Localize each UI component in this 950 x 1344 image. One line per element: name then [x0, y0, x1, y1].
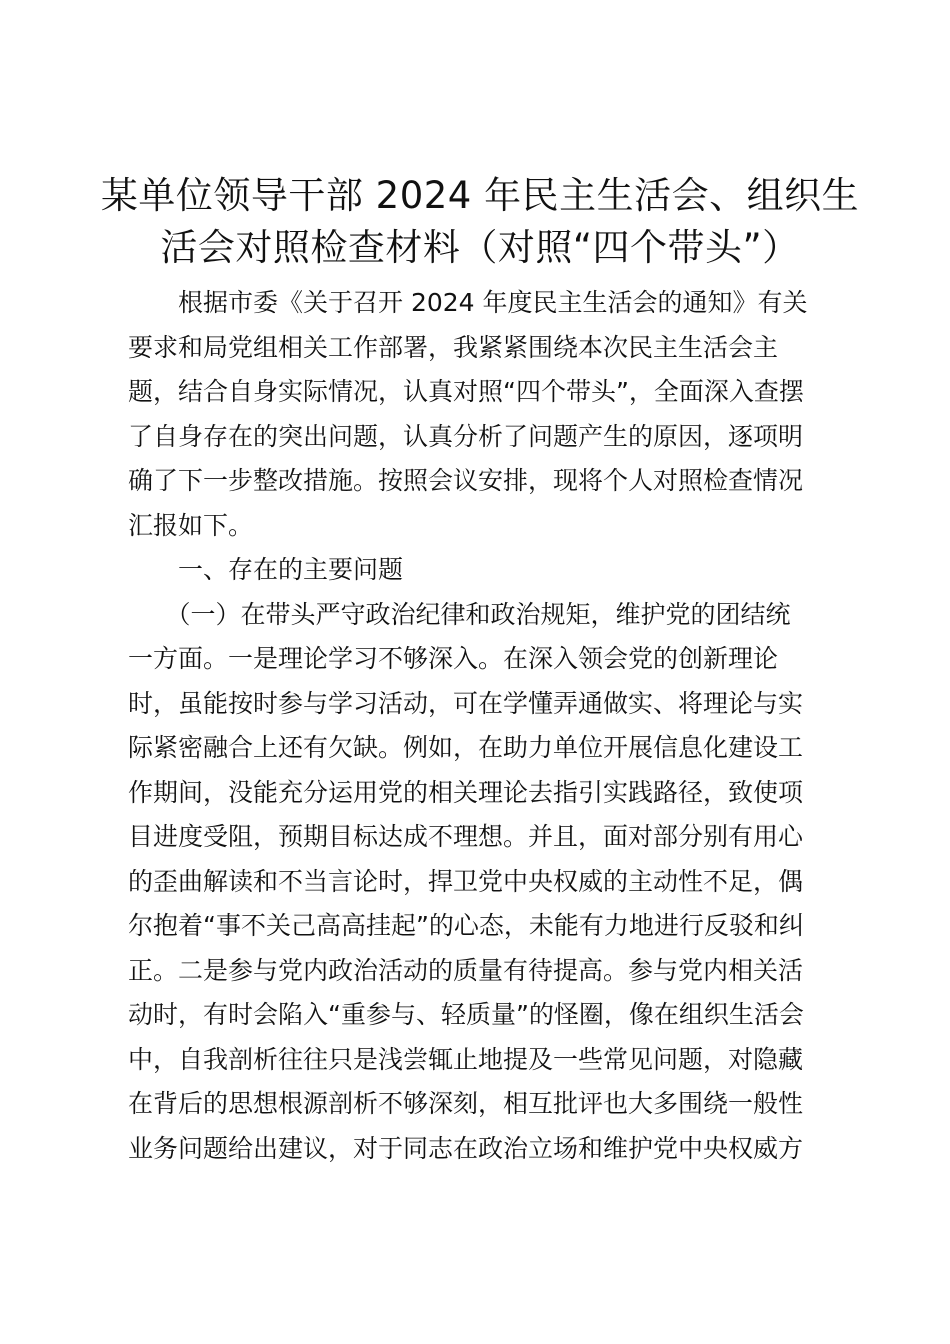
body-line: 作期间，没能充分运用党的相关理论去指引实践路径，致使项: [128, 777, 804, 807]
document-body: [128, 281, 828, 1171]
section-heading: 一、存在的主要问题: [128, 555, 404, 584]
body-line: 根据市委《关于召开 2024 年度民主生活会的通知》有关: [128, 288, 808, 317]
body-line: 一方面。一是理论学习不够深入。在深入领会党的创新理论: [128, 644, 779, 673]
title-line-2: 活会对照检查材料（对照“四个带头”）: [160, 226, 800, 269]
body-line: 动时，有时会陷入“重参与、轻质量”的怪圈，像在组织生活会: [128, 1000, 804, 1029]
body-line: 正。二是参与党内政治活动的质量有待提高。参与党内相关活: [128, 955, 804, 985]
body-line: （一）在带头严守政治纪律和政治规矩，维护党的团结统: [128, 599, 791, 629]
body-line: 尔抱着“事不关己高高挂起”的心态，未能有力地进行反驳和纠: [128, 911, 804, 940]
body-line: 了自身存在的突出问题，认真分析了问题产生的原因，逐项明: [128, 421, 804, 451]
body-line: 的歪曲解读和不当言论时，捍卫党中央权威的主动性不足，偶: [128, 866, 804, 896]
body-line: 际紧密融合上还有欠缺。例如，在助力单位开展信息化建设工: [128, 733, 804, 762]
body-line: 时，虽能按时参与学习活动，可在学懂弄通做实、将理论与实: [128, 688, 804, 718]
body-line: 题，结合自身实际情况，认真对照“四个带头”，全面深入查摆: [128, 377, 804, 406]
body-line: 中，自我剖析往往只是浅尝辄止地提及一些常见问题，对隐藏: [128, 1044, 804, 1074]
document-title: [100, 170, 860, 274]
body-line: 业务问题给出建议，对于同志在政治立场和维护党中央权威方: [128, 1133, 804, 1163]
body-line: 汇报如下。: [128, 510, 254, 540]
body-line: 在背后的思想根源剖析不够深刻，相互批评也大多围绕一般性: [128, 1089, 804, 1118]
title-line-1: 某单位领导干部 2024 年民主生活会、组织生: [100, 174, 860, 217]
body-line: 要求和局党组相关工作部署，我紧紧围绕本次民主生活会主: [128, 332, 779, 362]
body-line: 确了下一步整改措施。按照会议安排，现将个人对照检查情况: [128, 466, 804, 495]
body-line: 目进度受阻，预期目标达成不理想。并且，面对部分别有用心: [128, 822, 804, 851]
